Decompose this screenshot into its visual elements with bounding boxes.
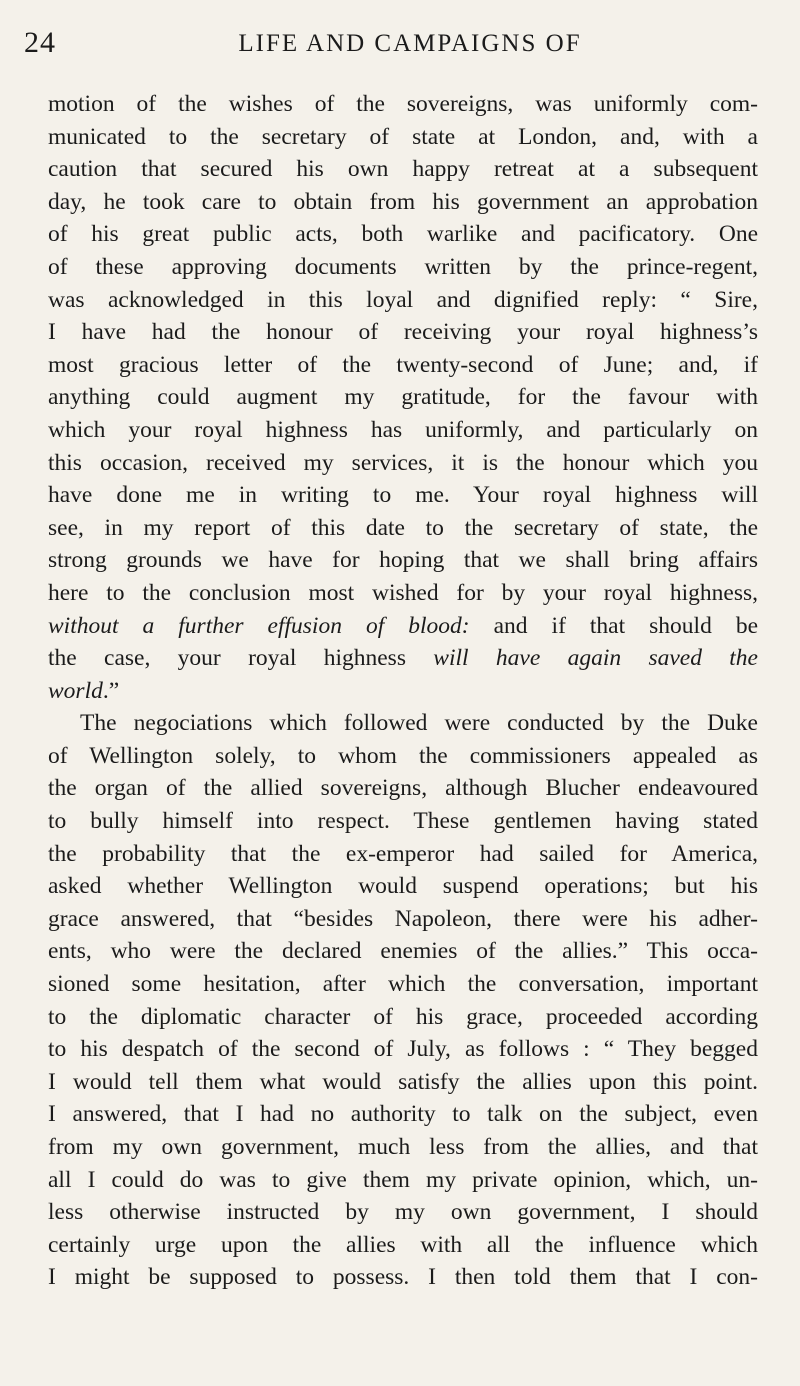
text-line: see, in my report of this date to the secretary of state, the (48, 514, 758, 541)
running-head: LIFE AND CAMPAIGNS OF (238, 30, 582, 57)
paragraph-1 (48, 88, 758, 707)
text-line: from my own government, much less from the allies, and that (48, 1134, 758, 1160)
text-line: have done me in writing to me. Your royal highness will (48, 482, 758, 509)
italic-text: world (48, 677, 103, 704)
text-line: I have had the honour of receiving your royal highness’s (48, 319, 758, 346)
text-line: which your royal highness has uniformly, and particularly on (48, 416, 758, 443)
body-text (48, 88, 758, 1294)
text-line: strong grounds we have for hoping that we shall bring affairs (48, 547, 758, 574)
text-line: sioned some hesitation, after which the conversation, important (48, 971, 758, 998)
page-header (24, 26, 776, 70)
text-line (48, 675, 758, 708)
text-line: asked whether Wellington would suspend operations; but his (48, 873, 758, 900)
text-line: day, he took care to obtain from his government an approbation (48, 188, 758, 215)
text-line: anything could augment my gratitude, for the favour with (48, 384, 758, 411)
text-line: I might be supposed to possess. I then told them that I con- (48, 1264, 758, 1291)
italic-text: will have again saved the (433, 645, 758, 672)
text-line: all I could do was to give them my private opinion, which, un- (48, 1166, 758, 1193)
text-line (48, 610, 758, 643)
text-line: was acknowledged in this loyal and dignified reply: “ Sire, (48, 286, 758, 313)
text-line: motion of the wishes of the sovereigns, was uniformly com- (48, 91, 758, 117)
text-line: certainly urge upon the allies with all the influence which (48, 1231, 758, 1258)
text-line: The negociations which followed were conducted by the Duke (80, 710, 758, 737)
text-line: ents, who were the declared enemies of the allies.” This occa- (48, 938, 758, 965)
text-line: of these approving documents written by the prince-regent, (48, 253, 758, 280)
text-line: most gracious letter of the twenty-second of June; and, if (48, 351, 758, 378)
text-line: I would tell them what would satisfy the allies upon this point. (48, 1068, 758, 1095)
text-line: to the diplomatic character of his grace, proceeded according (48, 1003, 758, 1030)
paragraph-2 (48, 707, 758, 1294)
text-line: to bully himself into respect. These gentlemen having stated (48, 808, 758, 835)
text-line: I answered, that I had no authority to talk on the subject, even (48, 1101, 758, 1128)
text-line: here to the conclusion most wished for by your royal highness, (48, 579, 758, 606)
text-line: the probability that the ex-emperor had sailed for America, (48, 840, 758, 867)
text-segment: and if that should be (469, 612, 758, 639)
italic-text: without a further effusion of blood: (48, 612, 470, 639)
text-segment: .” (102, 677, 120, 704)
text-line: this occasion, received my services, it is the honour which you (48, 449, 758, 476)
text-line: caution that secured his own happy retreat at a subsequent (48, 156, 758, 183)
text-line (48, 642, 758, 675)
page-number: 24 (24, 26, 56, 59)
text-line: of his great public acts, both warlike and pacificatory. One (48, 221, 758, 248)
text-line: less otherwise instructed by my own government, I should (48, 1199, 758, 1226)
text-line: to his despatch of the second of July, as follows : “ They begged (48, 1036, 758, 1063)
text-segment: the case, your royal highness (48, 645, 434, 672)
text-line: municated to the secretary of state at London, and, with a (48, 123, 758, 150)
text-line: the organ of the allied sovereigns, although Blucher endeavoured (48, 775, 758, 802)
text-line: of Wellington solely, to whom the commissioners appealed as (48, 742, 758, 769)
text-line: grace answered, that “besides Napoleon, there were his adher- (48, 905, 758, 932)
